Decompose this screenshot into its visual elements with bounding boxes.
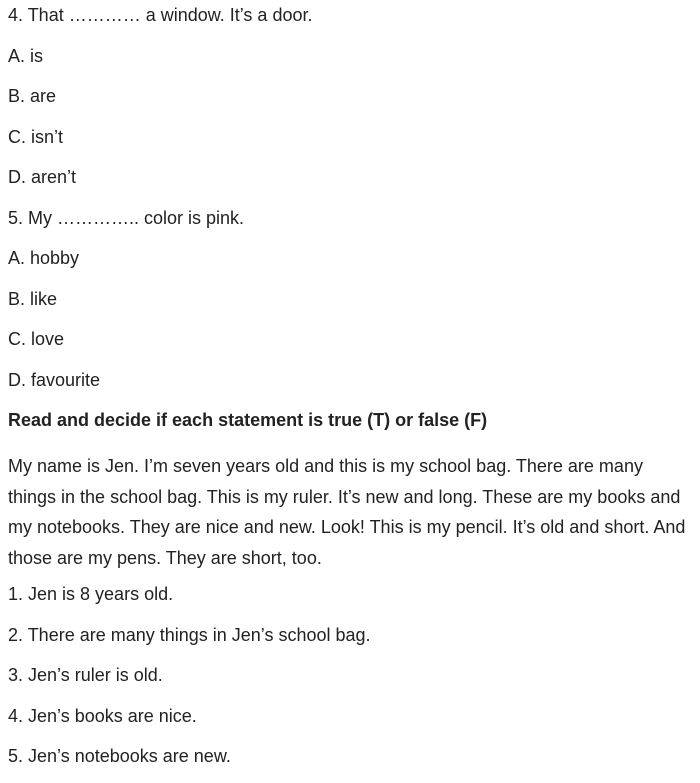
section-heading: Read and decide if each statement is true (T) or false (F) bbox=[8, 410, 488, 430]
question-4-option-a: A. is bbox=[8, 46, 44, 66]
statement-2: 2. There are many things in Jen’s school bag. bbox=[8, 625, 371, 645]
statement-3: 3. Jen’s ruler is old. bbox=[8, 665, 163, 685]
question-5-option-b: B. like bbox=[8, 289, 58, 309]
question-4-option-b: B. are bbox=[8, 86, 57, 106]
statement-5: 5. Jen’s notebooks are new. bbox=[8, 746, 231, 766]
question-5-option-a: A. hobby bbox=[8, 248, 80, 268]
reading-passage: My name is Jen. I’m seven years old and this is my school bag. There are many things in the school bag. This is my ruler. It’s new and long. These are my books and my notebooks. They are nice and new. Look! This is my pencil. It’s old and short. And those are my pens. They are short, too. bbox=[8, 456, 686, 568]
statement-4: 4. Jen’s books are nice. bbox=[8, 706, 197, 726]
question-5: 5. My ………….. color is pink. bbox=[8, 208, 245, 228]
question-5-option-c: C. love bbox=[8, 329, 65, 349]
question-5-option-d: D. favourite bbox=[8, 370, 101, 390]
question-4-option-d: D. aren’t bbox=[8, 167, 77, 187]
statement-1: 1. Jen is 8 years old. bbox=[8, 584, 174, 604]
question-4-option-c: C. isn’t bbox=[8, 127, 64, 147]
question-4: 4. That ………… a window. It’s a door. bbox=[8, 5, 313, 25]
